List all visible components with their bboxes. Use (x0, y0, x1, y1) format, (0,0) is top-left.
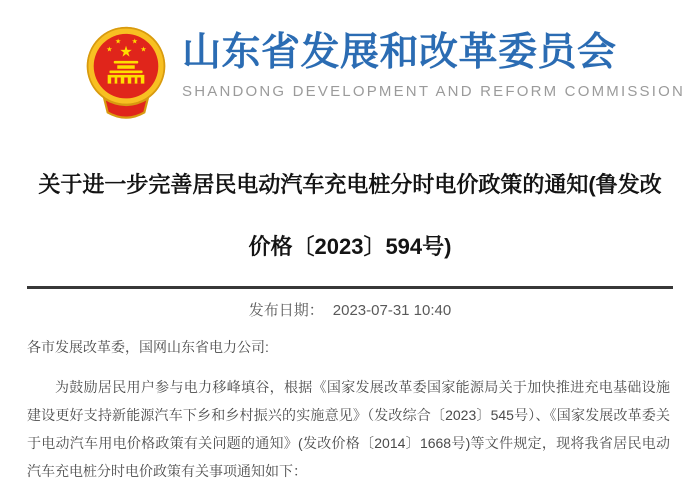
title-divider (27, 286, 673, 289)
svg-text:★: ★ (131, 38, 138, 46)
salutation-line: 各市发展改革委，国网山东省电力公司: (27, 339, 269, 355)
svg-text:★: ★ (106, 46, 113, 54)
publish-date-label: 发布日期： (248, 302, 324, 319)
org-identity (182, 26, 685, 100)
svg-text:★: ★ (140, 46, 147, 54)
publish-date-row (0, 300, 700, 321)
site-header (0, 0, 700, 122)
china-national-emblem-icon (82, 26, 170, 122)
org-name-en: SHANDONG DEVELOPMENT AND REFORM COMMISSION (182, 83, 686, 101)
body-paragraph: 为鼓励居民用户参与电力移峰填谷，根据《国家发展改革委国家能源局关于加快推进充电基础设施建设更好支持新能源汽车下乡和乡村振兴的实施意见》（发改综合〔2023〕545号）、《国家发展改革委关于电动汽车用电价格政策有关问题的通知》(发改价格〔2014〕1668号)等文件规定，现将我省居民电动汽车充电桩分时电价政策有关事项通知如下： (27, 379, 670, 479)
svg-text:★: ★ (115, 38, 122, 46)
svg-text:★: ★ (119, 44, 133, 61)
org-name-cn: 山东省发展和改革委员会 (182, 31, 617, 74)
publish-date-value: 2023-07-31 10:40 (332, 302, 452, 319)
document-title: 关于进一步完善居民电动汽车充电桩分时电价政策的通知(鲁发改价格〔2023〕594号) (38, 172, 662, 259)
document-body (27, 333, 670, 485)
